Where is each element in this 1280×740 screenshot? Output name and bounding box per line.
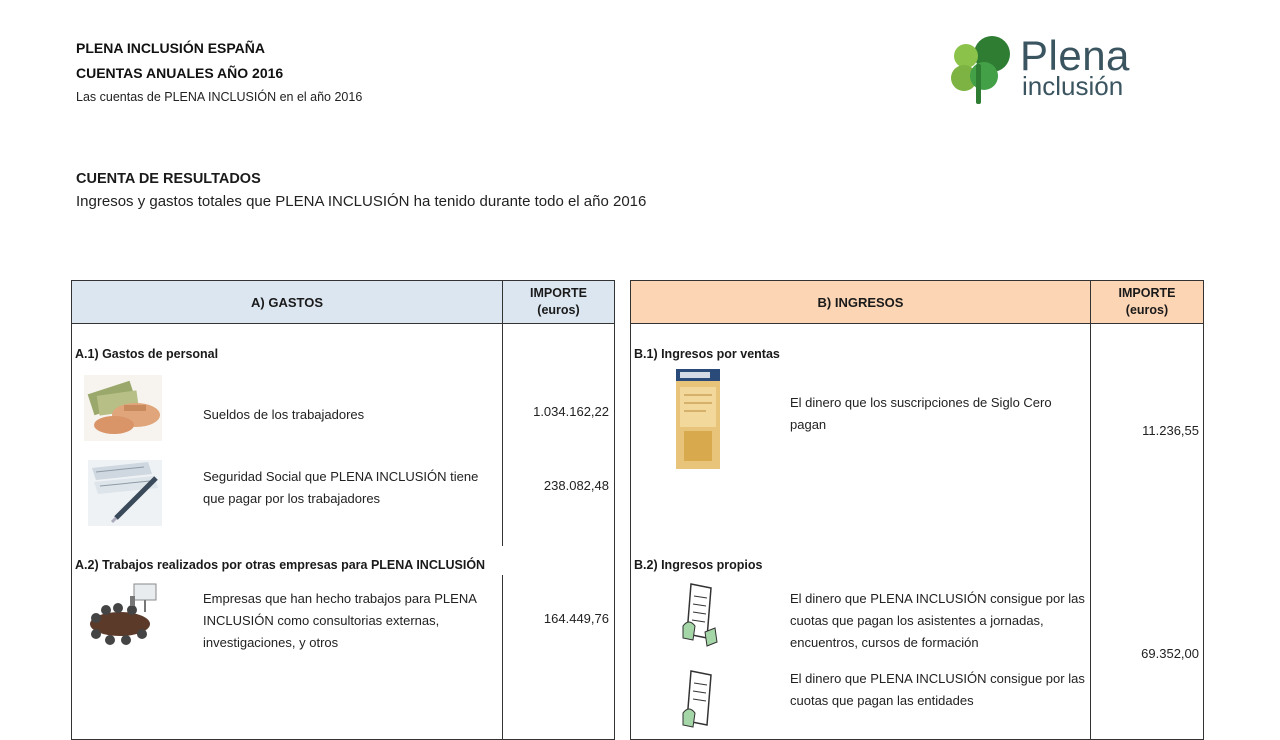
amount-header-line-1: IMPORTE bbox=[530, 286, 587, 300]
item-text: El dinero que PLENA INCLUSIÓN consigue por las cuotas que pagan las entidades bbox=[790, 671, 1085, 708]
receipt-icon bbox=[679, 582, 719, 652]
clover-leaf-icon bbox=[944, 34, 1016, 106]
logo-line-2: inclusión bbox=[1022, 71, 1124, 101]
receipt-icon bbox=[679, 669, 719, 739]
item-text: El dinero que los suscripciones de Siglo Cero pagan bbox=[790, 395, 1052, 432]
group-title-b1: B.1) Ingresos por ventas bbox=[634, 347, 780, 361]
document-subtitle: Las cuentas de PLENA INCLUSIÓN en el año 2016 bbox=[76, 90, 363, 104]
amount-header-line-1: IMPORTE bbox=[1118, 286, 1176, 300]
money-hands-icon bbox=[84, 375, 162, 441]
ingresos-table-header bbox=[631, 281, 1203, 324]
logo-line-1: Plena bbox=[1020, 32, 1130, 79]
meeting-table-icon bbox=[82, 580, 162, 660]
section-description: Ingresos y gastos totales que PLENA INCLUSIÓN ha tenido durante todo el año 2016 bbox=[76, 193, 647, 210]
document-title: CUENTAS ANUALES AÑO 2016 bbox=[76, 65, 284, 81]
item-amount: 69.352,00 bbox=[1141, 646, 1199, 661]
item-amount: 1.034.162,22 bbox=[533, 404, 609, 419]
gastos-header-label: A) GASTOS bbox=[251, 294, 323, 310]
logo-wordmark bbox=[1020, 32, 1130, 101]
item-text: Seguridad Social que PLENA INCLUSIÓN tiene que pagar por los trabajadores bbox=[203, 469, 479, 506]
ingresos-column-divider bbox=[1090, 324, 1091, 739]
group-title-a2: A.2) Trabajos realizados por otras empresas para PLENA INCLUSIÓN bbox=[75, 558, 486, 572]
item-amount: 164.449,76 bbox=[543, 611, 609, 626]
group-title-b2: B.2) Ingresos propios bbox=[634, 558, 763, 572]
document-header bbox=[76, 36, 362, 108]
results-section-heading bbox=[76, 168, 646, 214]
item-amount: 238.082,48 bbox=[543, 478, 609, 493]
org-name: PLENA INCLUSIÓN ESPAÑA bbox=[76, 40, 266, 56]
gastos-column-divider-lower bbox=[502, 575, 503, 739]
ingresos-header-label: B) INGRESOS bbox=[817, 294, 904, 310]
gastos-amount-header bbox=[502, 281, 614, 323]
pen-document-icon bbox=[88, 460, 162, 526]
item-text: El dinero que PLENA INCLUSIÓN consigue por las cuotas que pagan los asistentes a jornadas, encuentros, cursos de formación bbox=[790, 591, 1085, 650]
amount-header-line-2: (euros) bbox=[537, 303, 580, 317]
ingresos-table bbox=[630, 280, 1204, 740]
item-text: Empresas que han hecho trabajos para PLENA INCLUSIÓN como consultorias externas, investigaciones, y otros bbox=[203, 591, 477, 650]
plena-inclusion-logo bbox=[944, 34, 1174, 108]
item-amount: 11.236,55 bbox=[1142, 423, 1199, 438]
gastos-table bbox=[71, 280, 615, 740]
gastos-column-divider bbox=[502, 324, 503, 546]
group-title-a1: A.1) Gastos de personal bbox=[75, 347, 219, 361]
section-title: CUENTA DE RESULTADOS bbox=[76, 171, 261, 187]
gastos-table-header bbox=[72, 281, 614, 324]
ingresos-amount-header bbox=[1090, 281, 1203, 323]
amount-header-line-2: (euros) bbox=[1125, 303, 1169, 317]
item-text: Sueldos de los trabajadores bbox=[203, 407, 365, 422]
magazine-cover-icon bbox=[676, 369, 720, 469]
